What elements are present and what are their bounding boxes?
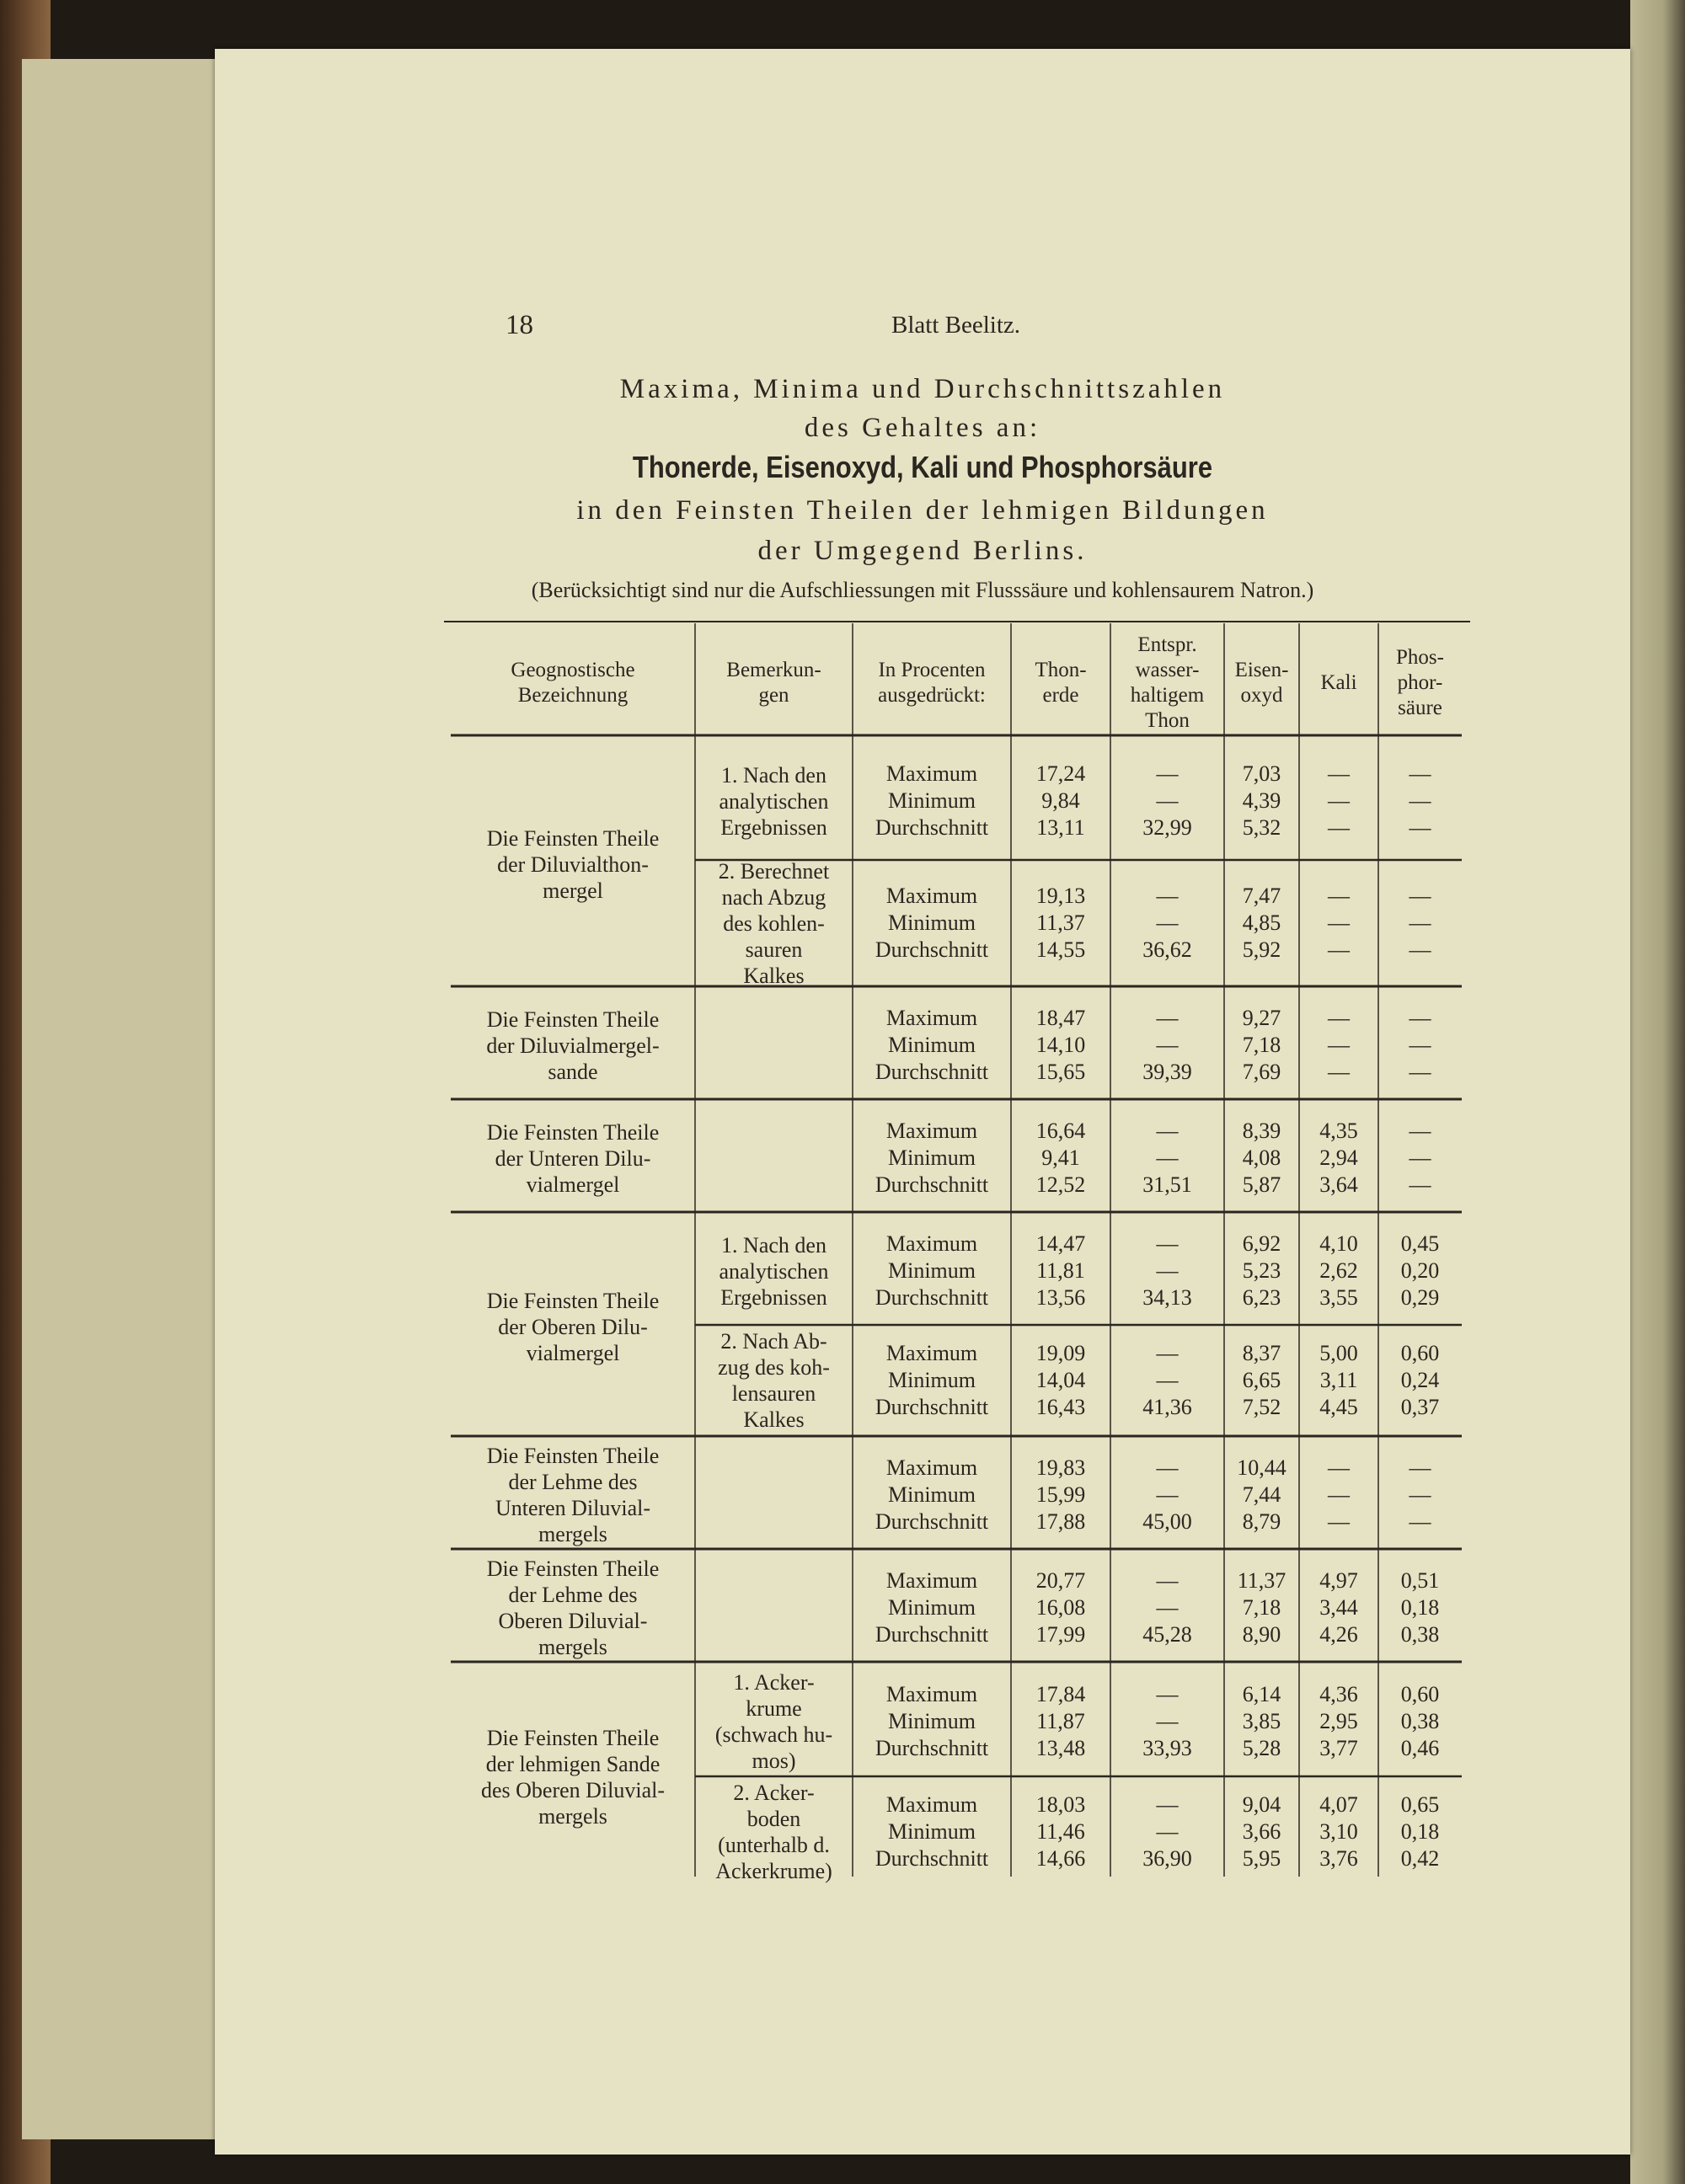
stat-label: Minimum — [887, 1033, 976, 1057]
value-phos: 0,46 — [1400, 1736, 1440, 1760]
stat-label: Durchschnitt — [875, 1060, 989, 1084]
value-thon: 32,99 — [1142, 815, 1192, 840]
stat-label: Minimum — [887, 788, 976, 813]
value-kali: 4,10 — [1319, 1231, 1358, 1256]
value-thon: 36,90 — [1142, 1846, 1192, 1871]
value-thonerde: 11,81 — [1036, 1258, 1085, 1283]
value-thonerde: 11,46 — [1036, 1819, 1085, 1844]
column-header-bemerkungen-line: Bemerkun- — [726, 658, 821, 681]
value-thon: — — [1156, 1006, 1179, 1030]
note-cell-line: Ergebnissen — [720, 814, 827, 840]
note-cell-line: analytischen — [719, 1258, 829, 1284]
title-line-3: Thonerde, Eisenoxyd, Kali und Phosphorsäure — [632, 450, 1213, 484]
value-thonerde: 15,99 — [1035, 1482, 1086, 1507]
group-name-line: Die Feinsten Theile — [486, 1557, 660, 1581]
value-kali: — — [1328, 1509, 1350, 1534]
value-eisenoxyd: 8,90 — [1242, 1622, 1281, 1647]
stat-label: Maximum — [885, 761, 978, 786]
value-eisenoxyd: 10,44 — [1237, 1455, 1286, 1480]
value-thon: — — [1156, 1568, 1179, 1593]
value-phos: 0,38 — [1400, 1622, 1440, 1647]
values-thonerde — [1002, 761, 1120, 841]
value-kali: — — [1328, 815, 1350, 840]
group-name-line: Die Feinsten Theile — [486, 825, 660, 851]
value-thon: — — [1156, 761, 1179, 786]
value-phos: — — [1409, 1455, 1431, 1480]
value-phos: 0,42 — [1400, 1846, 1440, 1871]
stat-label: Durchschnitt — [875, 937, 989, 962]
stat-label: Durchschnitt — [875, 1736, 989, 1760]
value-thonerde: 14,55 — [1035, 937, 1086, 962]
group-name-line: mergel — [543, 878, 603, 903]
value-eisenoxyd: 5,23 — [1242, 1258, 1281, 1283]
value-phos: — — [1409, 884, 1431, 908]
values-thonerde — [1002, 1455, 1120, 1535]
value-thon: — — [1156, 1819, 1179, 1844]
value-thonerde: 11,37 — [1036, 910, 1085, 935]
group-name — [463, 1441, 682, 1549]
stat-label: Durchschnitt — [875, 815, 989, 840]
value-thonerde: 13,11 — [1036, 815, 1085, 840]
group-name-line: der Lehme des — [508, 1583, 638, 1607]
value-eisenoxyd: 9,04 — [1242, 1792, 1281, 1817]
value-kali: 4,07 — [1319, 1792, 1358, 1817]
stat-label: Minimum — [887, 1258, 976, 1283]
value-thon: 45,00 — [1142, 1509, 1192, 1534]
group-name-line: sande — [548, 1059, 598, 1084]
stat-label: Maximum — [885, 1341, 978, 1365]
note-cell-line: sauren — [745, 937, 803, 962]
value-thon: — — [1156, 1368, 1179, 1392]
column-header-thon-line: Entspr. — [1137, 633, 1197, 656]
value-kali: 5,00 — [1319, 1341, 1358, 1365]
value-kali: 3,10 — [1319, 1819, 1358, 1844]
column-header-procenten-line: ausgedrückt: — [878, 683, 986, 707]
group-name-line: mergels — [538, 1804, 607, 1829]
note-cell-line: Ackerkrume) — [715, 1859, 832, 1883]
values-phos — [1361, 1455, 1479, 1535]
value-phos: 0,65 — [1400, 1792, 1440, 1817]
value-thonerde: 19,13 — [1035, 884, 1086, 908]
value-kali: — — [1328, 761, 1350, 786]
values-phos — [1361, 761, 1479, 841]
value-thonerde: 12,52 — [1035, 1172, 1086, 1197]
value-phos: 0,37 — [1400, 1395, 1440, 1419]
value-thonerde: 14,47 — [1035, 1231, 1086, 1256]
document-page — [215, 49, 1630, 2155]
stat-label: Maximum — [885, 1006, 978, 1030]
value-thonerde: 14,04 — [1035, 1368, 1086, 1392]
value-kali: — — [1328, 1455, 1350, 1480]
value-thonerde: 14,66 — [1035, 1846, 1086, 1871]
group-name-line: mergels — [538, 1522, 607, 1546]
column-header-phosphorsaeure — [1311, 630, 1530, 735]
note-cell-line: (schwach hu- — [714, 1722, 833, 1747]
column-header-thonerde-line: erde — [1042, 683, 1079, 707]
value-eisenoxyd: 4,08 — [1242, 1145, 1281, 1170]
note-cell-line: Ergebnissen — [720, 1284, 827, 1310]
value-thon: — — [1156, 910, 1179, 935]
stat-label: Minimum — [887, 910, 976, 935]
stat-labels — [839, 1005, 1024, 1086]
value-eisenoxyd: 8,39 — [1242, 1119, 1281, 1143]
value-phos: — — [1409, 1060, 1431, 1084]
values-phos — [1361, 1005, 1479, 1086]
stat-label: Durchschnitt — [875, 1285, 989, 1310]
value-eisenoxyd: 4,39 — [1242, 788, 1281, 813]
value-phos: — — [1409, 910, 1431, 935]
value-kali: — — [1328, 1060, 1350, 1084]
value-thonerde: 19,09 — [1035, 1341, 1086, 1365]
values-phos — [1361, 883, 1479, 964]
value-thon: — — [1156, 1341, 1179, 1365]
column-header-eisenoxyd-line: oxyd — [1240, 683, 1283, 707]
value-thon: — — [1156, 1709, 1179, 1733]
value-phos: 0,20 — [1400, 1258, 1440, 1283]
stat-label: Minimum — [887, 1145, 976, 1170]
note-cell-line: 1. Nach den — [721, 1232, 826, 1258]
running-title: Blatt Beelitz. — [891, 312, 1021, 339]
value-eisenoxyd: 9,27 — [1242, 1006, 1281, 1030]
value-thonerde: 17,24 — [1035, 761, 1086, 786]
group-name-line: Die Feinsten Theile — [486, 1288, 660, 1313]
value-thon: — — [1156, 1258, 1179, 1283]
value-thon: 36,62 — [1142, 937, 1192, 962]
note-cell-line: 2. Nach Ab- — [720, 1329, 827, 1354]
column-header-thon-line: wasser- — [1135, 658, 1200, 681]
value-phos: — — [1409, 1006, 1431, 1030]
value-thon: 31,51 — [1142, 1172, 1192, 1197]
value-phos: 0,18 — [1400, 1819, 1440, 1844]
stat-labels — [839, 761, 1024, 841]
note-cell-line: mos) — [752, 1749, 796, 1773]
value-thonerde: 17,84 — [1035, 1682, 1086, 1706]
group-name-line: des Oberen Diluvial- — [480, 1778, 666, 1802]
value-eisenoxyd: 5,28 — [1242, 1736, 1281, 1760]
value-kali: 3,77 — [1319, 1736, 1358, 1760]
value-kali: 2,62 — [1319, 1258, 1358, 1283]
values-thonerde — [1002, 1231, 1120, 1311]
note-cell-line: lensauren — [731, 1381, 816, 1406]
value-thon: — — [1156, 1595, 1179, 1620]
stat-labels — [839, 1455, 1024, 1535]
group-name-line: Unteren Diluvial- — [495, 1496, 651, 1520]
value-eisenoxyd: 7,69 — [1242, 1060, 1281, 1084]
value-thonerde: 13,48 — [1035, 1736, 1086, 1760]
column-header-thon-line: Thon — [1145, 708, 1190, 732]
stat-labels — [839, 1340, 1024, 1421]
value-eisenoxyd: 7,18 — [1242, 1033, 1281, 1057]
value-thon: — — [1156, 1145, 1179, 1170]
value-phos: — — [1409, 1033, 1431, 1057]
stat-label: Minimum — [887, 1368, 976, 1392]
group-name-line: Die Feinsten Theile — [486, 1007, 660, 1032]
value-eisenoxyd: 5,87 — [1242, 1172, 1281, 1197]
value-thonerde: 17,99 — [1035, 1622, 1086, 1647]
value-eisenoxyd: 4,85 — [1242, 910, 1281, 935]
column-header-bezeichnung — [463, 630, 682, 735]
stat-label: Durchschnitt — [875, 1846, 989, 1871]
note-cell-line: boden — [746, 1807, 801, 1831]
value-thonerde: 19,83 — [1035, 1455, 1086, 1480]
stat-labels — [839, 883, 1024, 964]
value-eisenoxyd: 8,79 — [1242, 1509, 1281, 1534]
value-eisenoxyd: 6,65 — [1242, 1368, 1281, 1392]
note-cell-line: Kalkes — [743, 1407, 805, 1432]
stat-label: Maximum — [885, 1682, 978, 1706]
group-name-line: Die Feinsten Theile — [486, 1726, 660, 1750]
value-kali: 4,97 — [1319, 1568, 1358, 1593]
value-thon: — — [1156, 1231, 1179, 1256]
value-eisenoxyd: 6,92 — [1242, 1231, 1281, 1256]
stat-label: Minimum — [887, 1482, 976, 1507]
value-thon: 34,13 — [1142, 1285, 1192, 1310]
value-phos: 0,45 — [1400, 1231, 1440, 1256]
group-name-line: der Diluvialthon- — [497, 852, 649, 877]
value-phos: 0,51 — [1400, 1568, 1440, 1593]
value-kali: 3,55 — [1319, 1285, 1358, 1310]
stat-label: Minimum — [887, 1709, 976, 1733]
group-name-line: der Lehme des — [508, 1470, 638, 1494]
column-header-phosphorsaeure-line: Phos- — [1396, 645, 1444, 669]
value-eisenoxyd: 5,95 — [1242, 1846, 1281, 1871]
value-phos: — — [1409, 1172, 1431, 1197]
values-thonerde — [1002, 1340, 1120, 1421]
previous-page-edge — [22, 59, 217, 2139]
note-cell-line: (unterhalb d. — [718, 1833, 830, 1857]
group-name-line: der lehmigen Sande — [485, 1752, 661, 1776]
stat-labels — [839, 1567, 1024, 1648]
column-header-procenten-line: In Procenten — [878, 658, 986, 681]
value-phos: 0,60 — [1400, 1341, 1440, 1365]
value-thon: 45,28 — [1142, 1622, 1192, 1647]
value-eisenoxyd: 5,92 — [1242, 937, 1281, 962]
value-thon: 41,36 — [1142, 1395, 1192, 1419]
group-name-line: Die Feinsten Theile — [486, 1444, 660, 1468]
group-name — [463, 1217, 682, 1436]
value-thon: — — [1156, 1482, 1179, 1507]
value-thonerde: 13,56 — [1035, 1285, 1086, 1310]
group-name-line: der Unteren Dilu- — [495, 1145, 651, 1171]
group-name-line: Die Feinsten Theile — [486, 1119, 660, 1145]
group-name — [463, 1667, 682, 1888]
value-kali: — — [1328, 788, 1350, 813]
note-cell-line: des kohlen- — [723, 910, 825, 936]
group-name — [463, 1104, 682, 1212]
value-phos: — — [1409, 815, 1431, 840]
stat-labels — [839, 1118, 1024, 1199]
value-thonerde: 17,88 — [1035, 1509, 1086, 1534]
values-thonerde — [1002, 1792, 1120, 1872]
note-cell-line: analytischen — [719, 788, 829, 814]
value-phos: — — [1409, 761, 1431, 786]
value-kali: 2,94 — [1319, 1145, 1358, 1170]
value-thon: — — [1156, 1119, 1179, 1143]
group-name — [463, 991, 682, 1099]
value-eisenoxyd: 5,32 — [1242, 815, 1281, 840]
value-kali: 3,44 — [1319, 1595, 1358, 1620]
values-thonerde — [1002, 883, 1120, 964]
stat-label: Maximum — [885, 1568, 978, 1593]
value-eisenoxyd: 7,52 — [1242, 1395, 1281, 1419]
values-thonerde — [1002, 1567, 1120, 1648]
group-name — [463, 1554, 682, 1662]
value-phos: 0,38 — [1400, 1709, 1440, 1733]
value-thonerde: 9,84 — [1041, 788, 1080, 813]
group-name-line: der Oberen Dilu- — [498, 1314, 648, 1339]
value-kali: 4,26 — [1319, 1622, 1358, 1647]
value-thonerde: 11,87 — [1036, 1709, 1085, 1733]
value-kali: 3,64 — [1319, 1172, 1358, 1197]
value-eisenoxyd: 6,23 — [1242, 1285, 1281, 1310]
group-name-line: mergels — [538, 1635, 607, 1659]
value-kali: — — [1328, 1482, 1350, 1507]
page-number: 18 — [506, 310, 533, 340]
value-thonerde: 9,41 — [1041, 1145, 1080, 1170]
value-kali: 4,45 — [1319, 1395, 1358, 1419]
values-phos — [1361, 1681, 1479, 1762]
stat-label: Durchschnitt — [875, 1622, 989, 1647]
column-header-eisenoxyd-line: Eisen- — [1234, 658, 1289, 681]
value-thon: — — [1156, 884, 1179, 908]
value-kali: 4,35 — [1319, 1119, 1358, 1143]
column-header-bemerkungen-line: gen — [758, 683, 789, 707]
values-phos — [1361, 1340, 1479, 1421]
value-kali: — — [1328, 937, 1350, 962]
note-cell-line: nach Abzug — [721, 884, 826, 910]
value-eisenoxyd: 11,37 — [1237, 1568, 1286, 1593]
value-thonerde: 15,65 — [1035, 1060, 1086, 1084]
stat-label: Maximum — [885, 1231, 978, 1256]
stat-labels — [839, 1231, 1024, 1311]
value-phos: 0,29 — [1400, 1285, 1440, 1310]
value-eisenoxyd: 6,14 — [1242, 1682, 1281, 1706]
title-line-1: Maxima, Minima und Durchschnittszahlen — [619, 374, 1226, 404]
note-cell-line: 1. Nach den — [721, 762, 826, 788]
value-thonerde: 18,47 — [1035, 1006, 1086, 1030]
stat-label: Maximum — [885, 1455, 978, 1480]
value-thonerde: 20,77 — [1035, 1568, 1086, 1593]
value-phos: — — [1409, 937, 1431, 962]
value-eisenoxyd: 7,44 — [1242, 1482, 1281, 1507]
value-eisenoxyd: 7,47 — [1242, 884, 1281, 908]
value-thonerde: 14,10 — [1035, 1033, 1086, 1057]
column-header-thonerde-line: Thon- — [1035, 658, 1087, 681]
next-page-edge — [1630, 0, 1685, 2184]
column-header-kali-line: Kali — [1320, 670, 1357, 694]
values-phos — [1361, 1792, 1479, 1872]
column-header-bezeichnung-line: Geognostische — [511, 658, 635, 681]
stat-labels — [839, 1792, 1024, 1872]
value-kali: — — [1328, 1006, 1350, 1030]
value-kali: 3,76 — [1319, 1846, 1358, 1871]
value-thonerde: 16,64 — [1035, 1119, 1086, 1143]
stat-label: Durchschnitt — [875, 1395, 989, 1419]
stat-labels — [839, 1681, 1024, 1762]
note-cell-line: 2. Berechnet — [718, 858, 830, 884]
value-thonerde: 18,03 — [1035, 1792, 1086, 1817]
stat-label: Durchschnitt — [875, 1509, 989, 1534]
title-line-5: der Umgegend Berlins. — [757, 536, 1088, 566]
group-name-line: vialmergel — [526, 1172, 620, 1197]
values-thonerde — [1002, 1005, 1120, 1086]
value-kali: — — [1328, 884, 1350, 908]
column-header-phosphorsaeure-line: säure — [1398, 696, 1442, 719]
value-phos: 0,60 — [1400, 1682, 1440, 1706]
title-note: (Berücksichtigt sind nur die Aufschliessungen mit Flusssäure und kohlensaurem Natron.) — [531, 578, 1314, 602]
group-name-line: Oberen Diluvial- — [498, 1609, 648, 1633]
values-thonerde — [1002, 1681, 1120, 1762]
value-phos: 0,24 — [1400, 1368, 1440, 1392]
value-thon: 39,39 — [1142, 1060, 1192, 1084]
value-thonerde: 16,43 — [1035, 1395, 1086, 1419]
title-line-2: des Gehaltes an: — [804, 413, 1041, 443]
value-thon: — — [1156, 1792, 1179, 1817]
value-phos: — — [1409, 1145, 1431, 1170]
stat-label: Maximum — [885, 1792, 978, 1817]
value-phos: — — [1409, 1509, 1431, 1534]
stat-label: Minimum — [887, 1595, 976, 1620]
group-name — [463, 742, 682, 986]
values-phos — [1361, 1118, 1479, 1199]
values-thonerde — [1002, 1118, 1120, 1199]
value-kali: — — [1328, 1033, 1350, 1057]
value-kali: — — [1328, 910, 1350, 935]
value-thon: — — [1156, 1033, 1179, 1057]
value-thon: — — [1156, 1455, 1179, 1480]
column-header-phosphorsaeure-line: phor- — [1397, 670, 1443, 694]
title-line-4: in den Feinsten Theilen der lehmigen Bildungen — [576, 495, 1269, 526]
value-phos: 0,18 — [1400, 1595, 1440, 1620]
value-eisenoxyd: 3,66 — [1242, 1819, 1281, 1844]
value-phos: — — [1409, 1482, 1431, 1507]
value-eisenoxyd: 7,03 — [1242, 761, 1281, 786]
note-cell-line: 2. Acker- — [733, 1781, 815, 1805]
value-thonerde: 16,08 — [1035, 1595, 1086, 1620]
value-eisenoxyd: 7,18 — [1242, 1595, 1281, 1620]
stat-label: Maximum — [885, 884, 978, 908]
stat-label: Maximum — [885, 1119, 978, 1143]
note-cell-line: Kalkes — [743, 963, 805, 988]
group-name-line: der Diluvialmergel- — [486, 1033, 660, 1058]
group-name-line: vialmergel — [526, 1340, 620, 1365]
value-kali: 3,11 — [1319, 1368, 1358, 1392]
value-phos: — — [1409, 788, 1431, 813]
stat-label: Minimum — [887, 1819, 976, 1844]
value-eisenoxyd: 8,37 — [1242, 1341, 1281, 1365]
value-thon: 33,93 — [1142, 1736, 1192, 1760]
note-cell-line: 1. Acker- — [733, 1670, 815, 1695]
values-phos — [1361, 1231, 1479, 1311]
value-kali: 2,95 — [1319, 1709, 1358, 1733]
column-header-bezeichnung-line: Bezeichnung — [517, 683, 629, 707]
column-header-thon-line: haltigem — [1130, 683, 1205, 707]
value-thon: — — [1156, 788, 1179, 813]
value-eisenoxyd: 3,85 — [1242, 1709, 1281, 1733]
note-cell-line: zug des koh- — [718, 1355, 830, 1380]
stat-label: Durchschnitt — [875, 1172, 989, 1197]
values-phos — [1361, 1567, 1479, 1648]
note-cell-line: krume — [746, 1696, 802, 1721]
value-phos: — — [1409, 1119, 1431, 1143]
value-kali: 4,36 — [1319, 1682, 1358, 1706]
value-thon: — — [1156, 1682, 1179, 1706]
